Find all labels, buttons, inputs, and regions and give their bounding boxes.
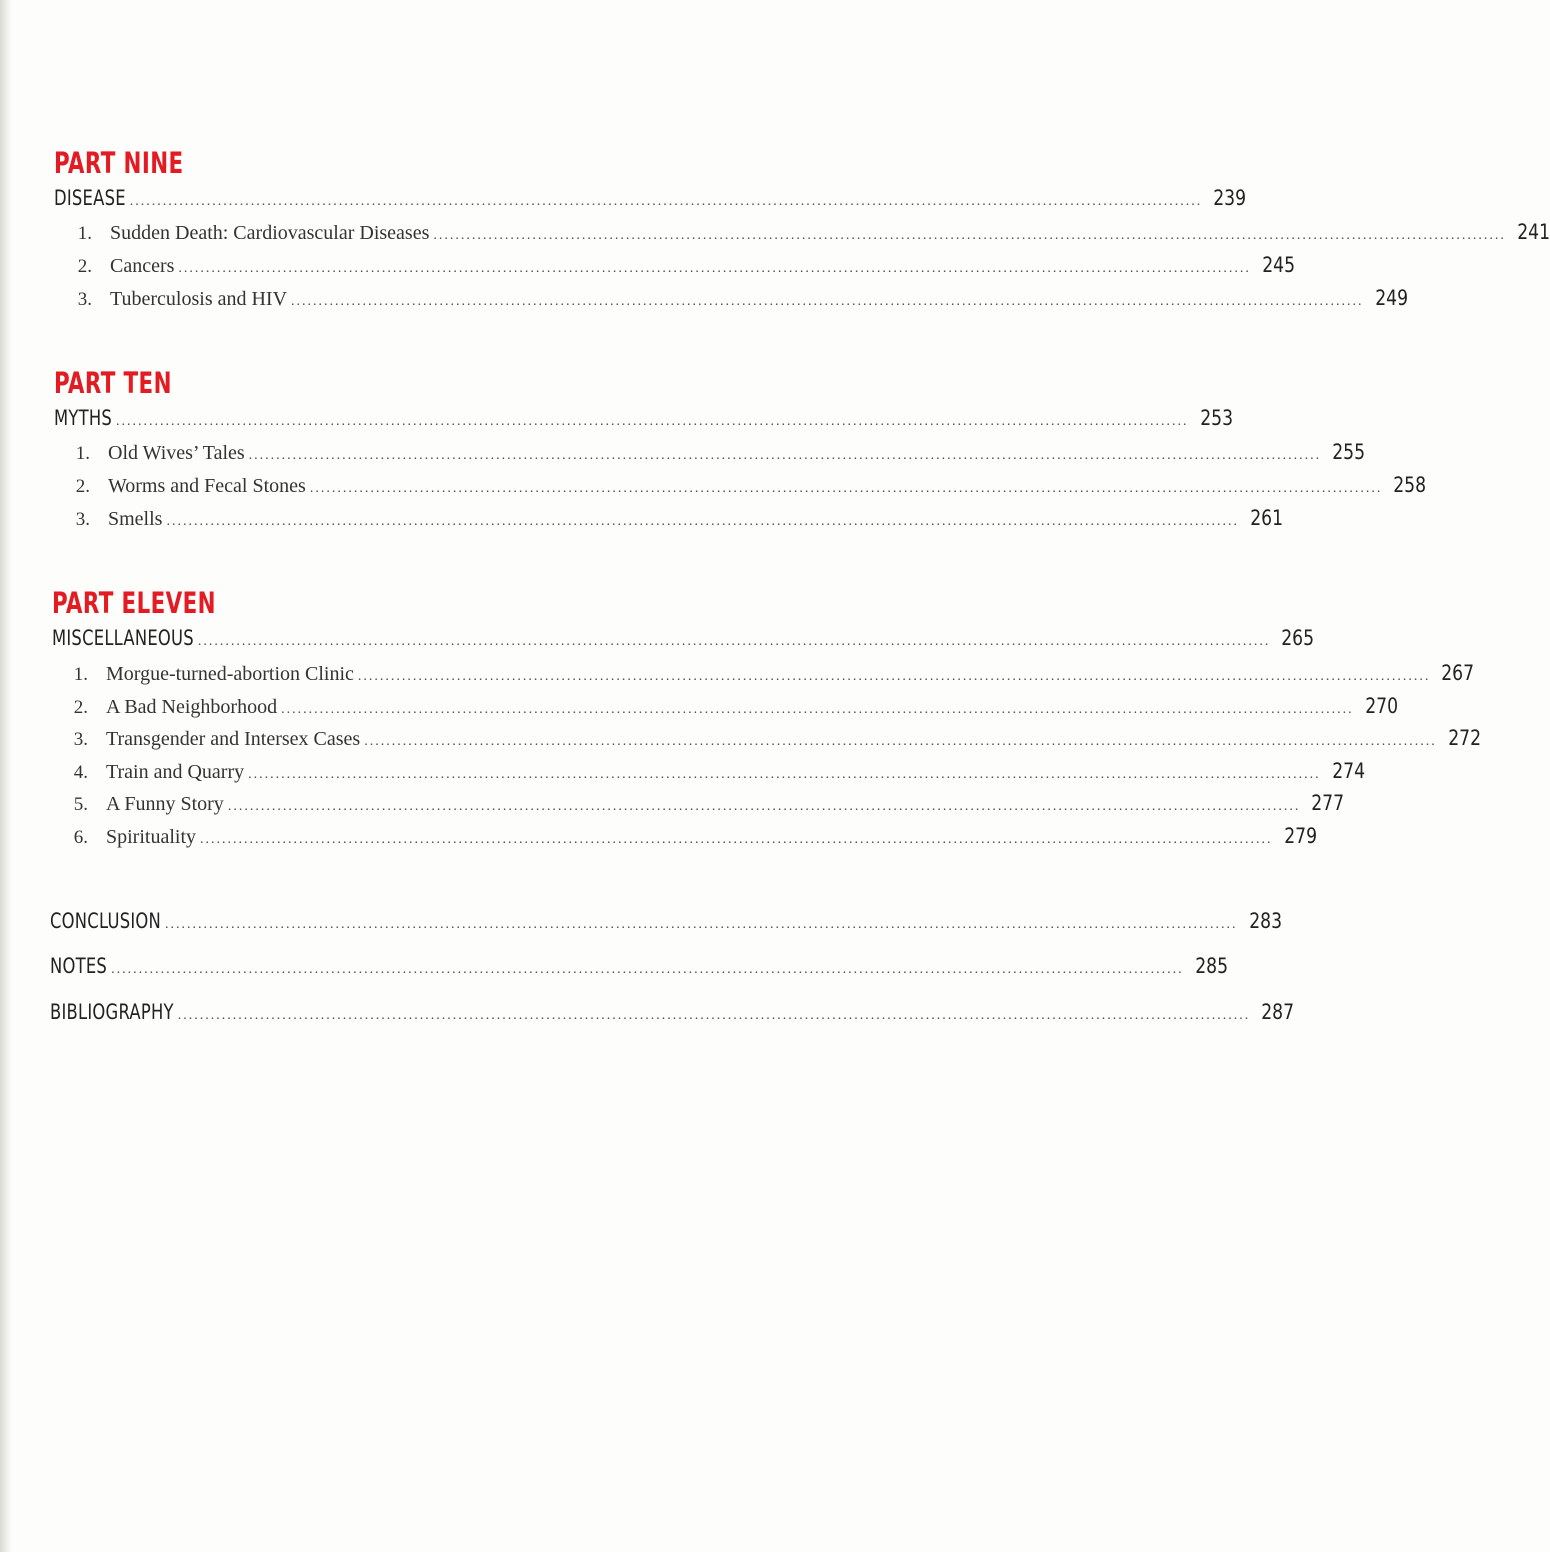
dot-leader: ................................................................................................................................................................................................... (433, 228, 1506, 243)
chapter-number: 3. (77, 289, 92, 310)
chapter-title: Morgue-turned-abortion Clinic (106, 663, 354, 685)
backmatter-title: CONCLUSION (50, 909, 162, 933)
dot-leader: ................................................................................................................................................................................................... (364, 734, 1437, 749)
dot-leader: ................................................................................................................................................................................................... (357, 669, 1431, 684)
dot-leader: ................................................................................................................................................................................................... (111, 962, 1184, 977)
page-number: 241 (1517, 220, 1550, 244)
toc-chapter-row[interactable] (52, 440, 1366, 468)
chapter-title: A Bad Neighborhood (106, 696, 278, 718)
toc-section-row[interactable] (54, 406, 1233, 434)
chapter-number: 4. (73, 762, 88, 783)
page-number: 261 (1250, 506, 1284, 530)
chapter-number: 5. (73, 794, 88, 815)
page-number: 239 (1213, 186, 1247, 210)
chapter-title: Tuberculosis and HIV (110, 288, 288, 310)
dot-leader: ................................................................................................................................................................................................... (248, 448, 1322, 463)
part-heading: PART NINE (54, 146, 184, 180)
toc-backmatter-row[interactable] (50, 1000, 1295, 1028)
section-title: MYTHS (54, 406, 113, 430)
toc-chapter-row[interactable] (50, 759, 1365, 787)
chapter-number: 3. (75, 509, 90, 530)
page-number: 272 (1447, 726, 1481, 750)
page-number: 285 (1194, 954, 1228, 978)
toc-section-row[interactable] (54, 186, 1247, 214)
page-number: 265 (1281, 626, 1315, 650)
dot-leader: ................................................................................................................................................................................................... (281, 702, 1354, 717)
toc-chapter-row[interactable] (50, 791, 1345, 819)
page-edge-shadow (0, 0, 12, 1552)
chapter-number: 2. (73, 697, 88, 718)
chapter-title: Smells (108, 508, 163, 530)
toc-chapter-row[interactable] (54, 286, 1408, 314)
section-title: DISEASE (54, 186, 126, 210)
dot-leader: ................................................................................................................................................................................................... (166, 514, 1239, 529)
chapter-title: Spirituality (106, 826, 196, 848)
part-heading: PART ELEVEN (52, 586, 216, 620)
chapter-title: Transgender and Intersex Cases (106, 728, 361, 750)
page-number: 277 (1311, 791, 1345, 815)
chapter-number: 2. (75, 476, 90, 497)
page-number: 267 (1441, 661, 1475, 685)
toc-chapter-row[interactable] (50, 824, 1317, 852)
toc-chapter-row[interactable] (54, 220, 1550, 248)
toc-chapter-row[interactable] (52, 506, 1284, 534)
toc-chapter-row[interactable] (54, 253, 1296, 281)
chapter-number: 6. (73, 827, 88, 848)
dot-leader: ................................................................................................................................................................................................... (116, 414, 1189, 429)
chapter-number: 1. (77, 223, 92, 244)
dot-leader: ................................................................................................................................................................................................... (227, 799, 1301, 814)
chapter-number: 3. (73, 729, 88, 750)
toc-backmatter-row[interactable] (50, 954, 1228, 982)
page-number: 279 (1283, 824, 1317, 848)
page-number: 255 (1332, 440, 1366, 464)
dot-leader: ................................................................................................................................................................................................... (177, 1008, 1251, 1023)
dot-leader: ................................................................................................................................................................................................... (197, 634, 1271, 649)
dot-leader: ................................................................................................................................................................................................... (291, 294, 1364, 309)
chapter-title: Sudden Death: Cardiovascular Diseases (110, 222, 430, 244)
dot-leader: ................................................................................................................................................................................................... (129, 194, 1203, 209)
dot-leader: ................................................................................................................................................................................................... (309, 481, 1383, 496)
dot-leader: ................................................................................................................................................................................................... (178, 261, 1251, 276)
toc-chapter-row[interactable] (50, 694, 1398, 722)
backmatter-title: NOTES (50, 954, 108, 978)
chapter-number: 1. (73, 664, 88, 685)
page-number: 287 (1261, 1000, 1295, 1024)
toc-chapter-row[interactable] (52, 473, 1427, 501)
chapter-title: Train and Quarry (106, 761, 245, 783)
page-number: 270 (1364, 694, 1398, 718)
chapter-title: A Funny Story (106, 793, 224, 815)
page-number: 249 (1374, 286, 1408, 310)
page-number: 253 (1199, 406, 1233, 430)
chapter-title: Cancers (110, 255, 175, 277)
part-heading: PART TEN (54, 366, 172, 400)
toc-section-row[interactable] (52, 626, 1315, 654)
page-number: 274 (1331, 759, 1365, 783)
chapter-title: Old Wives’ Tales (108, 442, 245, 464)
dot-leader: ................................................................................................................................................................................................... (200, 832, 1273, 847)
dot-leader: ................................................................................................................................................................................................... (165, 917, 1238, 932)
dot-leader: ................................................................................................................................................................................................... (248, 767, 1321, 782)
section-title: MISCELLANEOUS (52, 626, 194, 650)
backmatter-title: BIBLIOGRAPHY (50, 1000, 174, 1024)
chapter-number: 2. (77, 256, 92, 277)
toc-backmatter-row[interactable] (50, 909, 1282, 937)
page-number: 258 (1393, 473, 1427, 497)
chapter-title: Worms and Fecal Stones (108, 475, 306, 497)
page-number: 245 (1262, 253, 1296, 277)
toc-chapter-row[interactable] (50, 661, 1475, 689)
toc-chapter-row[interactable] (50, 726, 1481, 754)
page-number: 283 (1248, 909, 1282, 933)
chapter-number: 1. (75, 443, 90, 464)
